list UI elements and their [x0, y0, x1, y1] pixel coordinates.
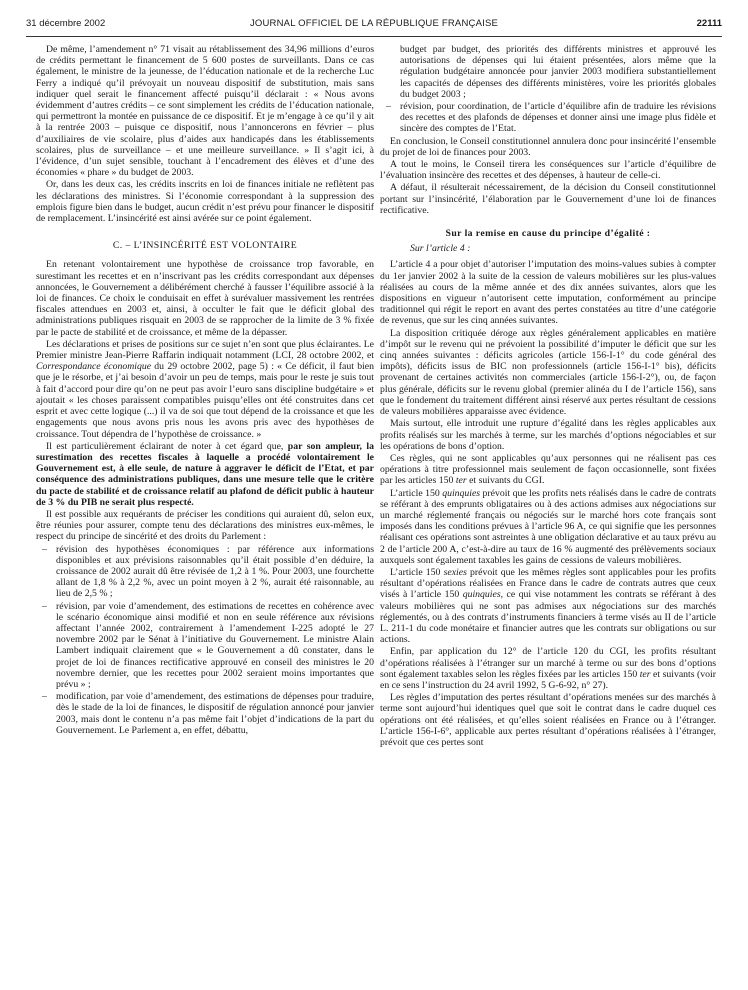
paragraph	[36, 339, 374, 440]
text-run: prévoit que les mêmes règles sont applicables pour les profits résultant d’opérations réalisées en France dans le cadre de contrats autres que ceux visés à l’article 150	[380, 566, 716, 601]
text-run: Ces règles, qui ne sont applicables qu’aux personnes qui ne réalisent pas ces opérations à titre professionnel mais seulement de façon occasionnelle, sont fixées par les articles 150	[380, 452, 716, 487]
section-heading: Sur la remise en cause du principe d’égalité :	[445, 228, 651, 240]
text-run: , ce qui vise notamment les contrats se référant à des valeurs mobilières qui ne sont pas admises aux négociations sur des marchés réglementés, ou à des contrats d’instruments financiers à terme visés au II de l’article L. 211-1 du code monétaire et financier autres que les contrats sur obligations ou sur actions.	[380, 589, 717, 646]
dash-list	[36, 544, 374, 736]
page-header	[26, 18, 722, 34]
italic-text: ter	[455, 475, 467, 487]
paragraph: En retenant volontairement une hypothèse de croissance trop favorable, en surestimant les recettes et en n’inscrivant pas les crédits correspondant aux dépenses annoncées, le Gouvernement a délibérément cherché à fausser l’équilibre associé à la loi de finances. Ce choix le conduisait en effet à surévaluer massivement les rentrées fiscales attendues en 2003 et, ainsi, à occulter le fait que le déficit global des administrations publiques risquait en 2003 de se rapprocher de la limite de 3 % fixée par le pacte de stabilité et de croissance, et même de la dépasser.	[36, 259, 374, 338]
paragraph	[36, 441, 374, 508]
text-run: et suivants du CGI.	[466, 475, 545, 487]
paragraph: De même, l’amendement n° 71 visait au rétablissement des 34,96 millions d’euros de crédits permettant le financement de 5 600 postes de surveillants. Dans ce cas également, le ministre de la jeunesse, de l’éducation nationale et de la recherche Luc Ferry a indiqué qu’il prévoyait un nouveau dispositif de substitution, mais sans indiquer quel serait le financement affecté puisqu’il déclarait : « Nous avons évidemment d’autres crédits – ce sont simplement les crédits de l’éducation nationale, qui permettront la montée en puissance de ce dispositif. Et je m’engage à ce qu’il y ait à la rentrée 2003 – puisque ce dispositif, nous l’annoncerons en février – plus d’auxiliaires de vie scolaire, plus d’aides aux handicapés dans les établissements scolaires, plus de surveillance – et une meilleure surveillance. » Il s’agit ici, à l’évidence, d’un sujet sensible, touchant à l’encadrement des élèves et d’une des économies « phare » du budget de 2003.	[36, 44, 374, 179]
paragraph: Il est possible aux requérants de préciser les conditions qui auraient dû, selon eux, être réunies pour assurer, compte tenu des déclarations des ministres eux-mêmes, le respect du principe de sincérité et des droits du Parlement :	[36, 508, 374, 543]
paragraph: A tout le moins, le Conseil tirera les conséquences sur l’article d’équilibre de l’évaluation insincère des recettes et des dépenses, à hauteur de celle-ci.	[380, 159, 716, 182]
text-run: L’article 150	[390, 566, 444, 578]
italic-text: ter	[639, 668, 651, 680]
text-run: Enfin, par application du 12° de l’article 120 du CGI, les profits résultant d’opérations réalisées à l’étranger sur un marché à terme ou sur des bons d’options sont également taxables selon les règles fixées par les articles 150	[380, 646, 716, 680]
paragraph	[380, 453, 716, 487]
paragraph: Or, dans les deux cas, les crédits inscrits en loi de finances initiale ne reflètent pas les déclarations des ministres. Si l’économie correspondant à la suppression des emplois figure bien dans le budget, aucun crédit n’est prévu pour financer le dispositif de remplacement. L’insincérité est ainsi avérée sur ce point également.	[36, 179, 374, 225]
italic-text: quinquies	[462, 589, 501, 601]
paragraph: L’article 4 a pour objet d’autoriser l’imputation des moins-values subies à compter du 1er janvier 2002 à la suite de la cession de valeurs mobilières sur les plus-values réalisées au cours de la même année et des dix années suivantes, alors que les dispositions en vigueur n’autorisent cette imputation, conformément au principe traditionnel qui régit le report en avant des pertes constatées au titre d’une catégorie de revenus, que sur les cinq années suivantes.	[380, 259, 716, 327]
paragraph	[380, 488, 716, 566]
right-column	[380, 44, 716, 749]
dash-list	[380, 101, 716, 135]
italic-text: Correspondance économique	[36, 361, 152, 373]
header-page-number: 22111	[696, 18, 722, 29]
list-continuation: budget par budget, des priorités des différents ministres et approuvé les autorisations de dépenses qui lui étaient présentées, alors même que la régulation budgétaire annoncée pour janvier 2003 modifiera substantiellement les capacités de dépenses des différents ministères, voire les priorités globales du budget 2003 ;	[400, 44, 716, 100]
text-run: et suivants (voir en ce sens l’instruction du 24 avril 1992, 5 G-6-92, n° 27).	[380, 668, 716, 691]
header-rule	[26, 36, 722, 37]
bold-text: par son ampleur, la surestimation des recettes fiscales à laquelle a procédé volontairement le Gouvernement est, à elle seule, de nature à aggraver le déficit de l’Etat, et par conséquence des administrations publiques, dans une mesure telle que le critère du pacte de stabilité et de croissance relatif au plafond de déficit public à hauteur de 3 % du PIB ne serait plus respecté.	[36, 440, 375, 508]
paragraph	[380, 567, 716, 645]
text-run: du 29 octobre 2002, page 5) : « Ce déficit, il faut bien que je le résorbe, et j’ai besoin d’avoir un peu de temps, mais pour le reste je suis tout à fait d’accord pour dire qu’on ne peut pas avoir l’euro sans discipline budgétaire » et ajoutait « les choses paraissent compatibles puisqu’elles ont été construites dans cet esprit et avec cette logique (...) il va de soi que tout dépend de la croissance et que les engagements que nous avons pris nous les avons pris avec des hypothèses de croissance. Tout dépendra de l’hypothèse de croissance. »	[36, 361, 374, 440]
paragraph	[380, 646, 716, 691]
header-journal-title: JOURNAL OFFICIEL DE LA RÉPUBLIQUE FRANÇAISE	[249, 18, 499, 29]
header-date: 31 décembre 2002	[26, 18, 106, 29]
text-run: L’article 150	[390, 487, 443, 499]
italic-text: sexies	[443, 566, 467, 578]
section-heading: C. – L’INSINCÉRITÉ EST VOLONTAIRE	[112, 240, 298, 252]
text-run: Il est particulièrement éclairant de noter à cet égard que,	[46, 440, 288, 452]
text-run: Les déclarations et prises de positions sur ce sujet n’en sont que plus éclairantes. Le Premier ministre Jean-Pierre Raffarin indiquait notamment (LCI, 28 octobre 2002, et	[36, 338, 374, 362]
list-item: – révision des hypothèses économiques : par référence aux informations disponibles et aux prévisions raisonnables qu’il était possible d’en déduire, la croissance de 2002 aurait dû être révisée de 1,2 à 1 %. Pour 2003, une fourchette allant de 1,8 % à 2,2 %, avec un point moyen à 2 %, aurait été raisonnable, au lieu de 2,5 % ;	[36, 544, 374, 600]
italic-text: quinquies	[442, 487, 481, 499]
paragraph: Mais surtout, elle introduit une rupture d’égalité dans les règles applicables aux profits réalisés sur les marchés à terme, sur les marchés d’options négociables et sur les opérations de bons d’option.	[380, 418, 716, 452]
left-column	[36, 44, 374, 737]
text-run: prévoit que les profits nets réalisés dans le cadre de contrats se référant à des emprunts obligataires ou à des actions admises aux négociations sur un marché réglementé français ou négociés sur le marché hors cote français sont imposés dans les conditions prévues à l’article 96 A, ce qui signifie que les personnes réalisant ces opérations sont astreintes à une obligation déclarative et au taux prévu au 2 de l’article 200 A, c’est-à-dire au taux de 16 % augmenté des prélèvements sociaux auxquels sont également taxables les gains de cessions de valeurs mobilières.	[380, 487, 716, 566]
paragraph: En conclusion, le Conseil constitutionnel annulera donc pour insincérité l’ensemble du projet de loi de finances pour 2003.	[380, 135, 717, 158]
paragraph: A défaut, il résulterait nécessairement, de la décision du Conseil constitutionnel portant sur l’insincérité, l’élaboration par le Gouvernement d’une loi de finances rectificative.	[380, 182, 716, 216]
list-item: – révision, par voie d’amendement, des estimations de recettes en cohérence avec le scénario économique ainsi modifié et non en seule référence aux révisions affectant l’année 2002, contrairement à l’amendement I-225 adopté le 27 novembre 2002 par le Sénat à l’initiative du Gouvernement. Le ministre Alain Lambert indiquait clairement que « le Gouvernement a dû constater, dans le projet de loi de finances rectificative approuvé en conseil des ministres le 20 novembre dernier, que les recettes pour 2002 seraient moins importantes que prévu » ;	[36, 601, 374, 691]
paragraph: Les règles d’imputation des pertes résultant d’opérations menées sur des marchés à terme sont aujourd’hui identiques quel que soit le contrat dans le cadre duquel ces opérations ont été réalisées, et qu’elles soient réalisées en France ou à l’étranger. L’article 156-I-6°, applicable aux pertes résultant d’opérations réalisées à l’étranger, prévoit que ces pertes sont	[380, 692, 716, 748]
list-item: – modification, par voie d’amendement, des estimations de dépenses pour traduire, dès le stade de la loi de finances, le dispositif de régulation annoncé pour janvier 2003, mais dont le contenu n’a pas même fait l’objet d’indications de la part du Gouvernement. Le Parlement a, en effet, débattu,	[36, 691, 374, 736]
list-item: – révision, pour coordination, de l’article d’équilibre afin de traduire les révisions des recettes et des plafonds de dépenses et donner ainsi une image plus fidèle et sincère des comptes de l’Etat.	[380, 101, 716, 135]
subsection-heading: Sur l’article 4 :	[410, 243, 471, 255]
paragraph: La disposition critiquée déroge aux règles généralement applicables en matière d’impôt sur le revenu qui ne prévoient la possibilité d’imputer le déficit que sur les cinq années suivantes : déficits agricoles (article 156-I-1° du code général des impôts), déficits issus de BIC non professionnels (article 156-I-1° bis), déficits provenant de certaines activités non commerciales (article 156-I-2°), ou, de façon plus générale, déficits sur le revenu global (premier alinéa du I de l’article 156), sans que le fondement du traitement différent ainsi réservé aux pertes résultant de cessions de valeurs mobilières apparaisse avec évidence.	[380, 327, 716, 418]
